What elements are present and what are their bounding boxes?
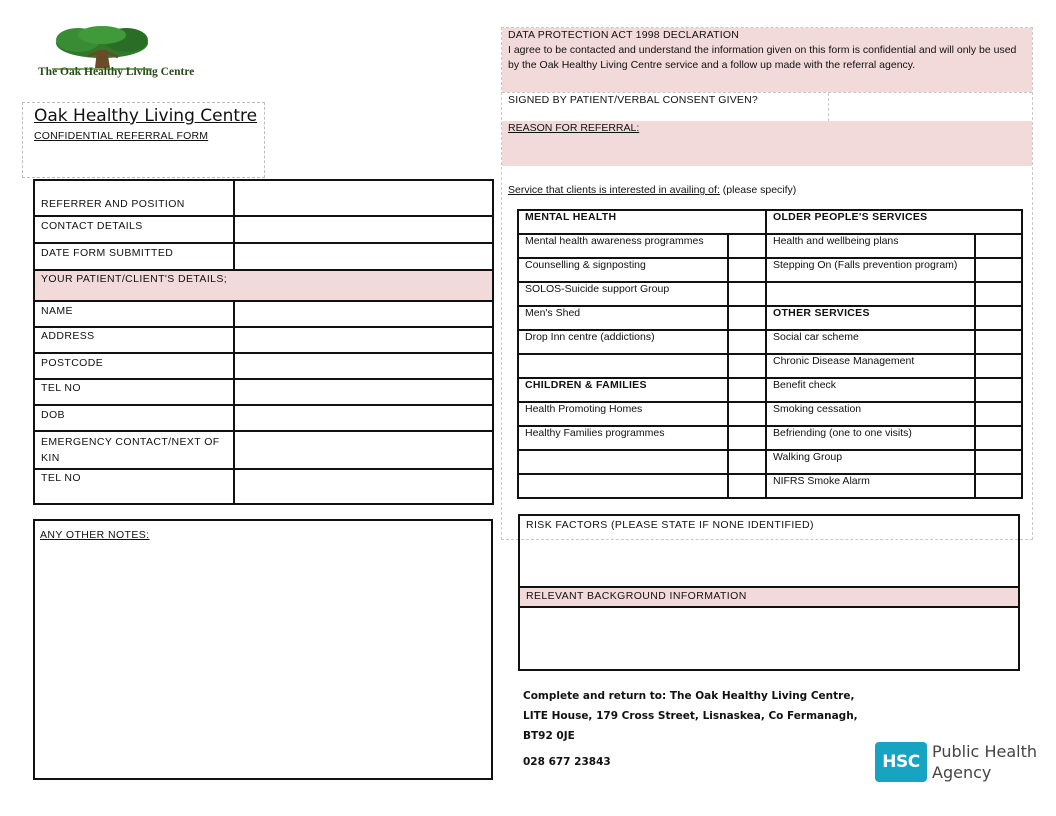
return-line-2: LITE House, 179 Cross Street, Lisnaskea, Co Fermanagh, <box>523 710 858 722</box>
return-phone: 028 677 23843 <box>523 756 611 768</box>
notes-label: ANY OTHER NOTES: <box>40 529 150 541</box>
signed-row <box>502 92 1032 122</box>
emergency-contact-label: EMERGENCY CONTACT/NEXT OF KIN <box>34 431 234 469</box>
signed-divider <box>828 93 829 121</box>
service-label: Chronic Disease Management <box>766 354 975 378</box>
service-checkbox[interactable] <box>728 282 766 306</box>
dob-label: DOB <box>34 405 234 431</box>
service-label: Smoking cessation <box>766 402 975 426</box>
services-intro-rest: (please specify) <box>719 184 797 196</box>
service-checkbox[interactable] <box>975 378 1022 402</box>
signed-label: SIGNED BY PATIENT/VERBAL CONSENT GIVEN? <box>508 94 758 106</box>
services-table <box>517 209 1023 499</box>
details-table <box>33 179 494 505</box>
name-field[interactable] <box>234 301 493 327</box>
contact-details-field[interactable] <box>234 216 493 243</box>
service-label: Counselling & signposting <box>518 258 728 282</box>
other-services-header: OTHER SERVICES <box>766 306 975 330</box>
address-label: ADDRESS <box>34 327 234 353</box>
reason-box[interactable] <box>502 121 1032 166</box>
dpa-text: I agree to be contacted and understand the information given on this form is confidential and will only be used by the Oak Healthy Living Centre service and a follow up made with the referral agency. <box>508 44 1017 71</box>
client-details-section: YOUR PATIENT/CLIENT'S DETAILS; <box>34 270 493 301</box>
service-checkbox[interactable] <box>975 306 1022 330</box>
service-label: Men's Shed <box>518 306 728 330</box>
postcode-label: POSTCODE <box>34 353 234 379</box>
service-label: Health Promoting Homes <box>518 402 728 426</box>
service-label: NIFRS Smoke Alarm <box>766 474 975 498</box>
dpa-declaration <box>502 28 1032 92</box>
service-label <box>766 282 975 306</box>
hsc-text <box>932 741 1037 783</box>
service-checkbox[interactable] <box>728 402 766 426</box>
date-submitted-label: DATE FORM SUBMITTED <box>34 243 234 270</box>
service-label: Befriending (one to one visits) <box>766 426 975 450</box>
service-label: Mental health awareness programmes <box>518 234 728 258</box>
date-submitted-field[interactable] <box>234 243 493 270</box>
service-label: Walking Group <box>766 450 975 474</box>
background-info-band <box>520 586 1018 608</box>
older-people-header: OLDER PEOPLE'S SERVICES <box>766 210 1022 234</box>
service-checkbox[interactable] <box>728 234 766 258</box>
service-checkbox[interactable] <box>975 330 1022 354</box>
service-checkbox[interactable] <box>728 330 766 354</box>
referrer-field[interactable] <box>234 180 493 216</box>
children-families-header: CHILDREN & FAMILIES <box>518 378 728 402</box>
service-checkbox[interactable] <box>728 474 766 498</box>
service-label <box>518 474 728 498</box>
hsc-logo <box>875 742 1035 788</box>
service-label: Health and wellbeing plans <box>766 234 975 258</box>
service-label: SOLOS-Suicide support Group <box>518 282 728 306</box>
emergency-tel-label: TEL NO <box>34 469 234 504</box>
service-label: Drop Inn centre (addictions) <box>518 330 728 354</box>
service-checkbox[interactable] <box>728 354 766 378</box>
service-checkbox[interactable] <box>975 234 1022 258</box>
address-field[interactable] <box>234 327 493 353</box>
service-label <box>518 450 728 474</box>
emergency-tel-field[interactable] <box>234 469 493 504</box>
return-line-3: BT92 0JE <box>523 730 575 742</box>
hsc-line-2: Agency <box>932 763 992 782</box>
reason-label: REASON FOR REFERRAL: <box>508 122 640 134</box>
risk-factors-box[interactable] <box>518 514 1020 671</box>
service-checkbox[interactable] <box>975 402 1022 426</box>
emergency-contact-field[interactable] <box>234 431 493 469</box>
service-checkbox[interactable] <box>975 426 1022 450</box>
tel-no-field[interactable] <box>234 379 493 405</box>
oak-tree-icon <box>42 26 162 70</box>
notes-box[interactable] <box>33 519 493 780</box>
service-label: Healthy Families programmes <box>518 426 728 450</box>
service-checkbox[interactable] <box>728 306 766 330</box>
dob-field[interactable] <box>234 405 493 431</box>
service-checkbox[interactable] <box>975 258 1022 282</box>
logo-text: The Oak Healthy Living Centre <box>38 66 195 78</box>
referrer-label: REFERRER AND POSITION <box>34 180 234 216</box>
contact-details-label: CONTACT DETAILS <box>34 216 234 243</box>
service-checkbox[interactable] <box>728 450 766 474</box>
mental-health-header: MENTAL HEALTH <box>518 210 766 234</box>
return-line-1: Complete and return to: The Oak Healthy Living Centre, <box>523 690 855 702</box>
title-box <box>22 102 265 178</box>
name-label: NAME <box>34 301 234 327</box>
services-intro <box>508 184 796 196</box>
hsc-badge: HSC <box>875 742 927 782</box>
oak-logo <box>34 26 226 84</box>
hsc-line-1: Public Health <box>932 742 1037 761</box>
page-subtitle: CONFIDENTIAL REFERRAL FORM <box>34 130 209 142</box>
service-checkbox[interactable] <box>975 282 1022 306</box>
background-info-label: RELEVANT BACKGROUND INFORMATION <box>526 590 747 602</box>
services-intro-underlined: Service that clients is interested in availing of: <box>508 184 720 196</box>
risk-factors-label: RISK FACTORS (PLEASE STATE IF NONE IDENTIFIED) <box>526 519 814 531</box>
tel-no-label: TEL NO <box>34 379 234 405</box>
service-checkbox[interactable] <box>728 426 766 450</box>
service-checkbox[interactable] <box>728 378 766 402</box>
return-address <box>523 686 858 772</box>
service-label: Stepping On (Falls prevention program) <box>766 258 975 282</box>
postcode-field[interactable] <box>234 353 493 379</box>
service-checkbox[interactable] <box>975 450 1022 474</box>
service-checkbox[interactable] <box>975 354 1022 378</box>
service-label: Benefit check <box>766 378 975 402</box>
dpa-title: DATA PROTECTION ACT 1998 DECLARATION <box>508 29 740 41</box>
service-checkbox[interactable] <box>728 258 766 282</box>
service-label: Social car scheme <box>766 330 975 354</box>
service-checkbox[interactable] <box>975 474 1022 498</box>
service-label <box>518 354 728 378</box>
page-title: Oak Healthy Living Centre <box>34 106 258 126</box>
